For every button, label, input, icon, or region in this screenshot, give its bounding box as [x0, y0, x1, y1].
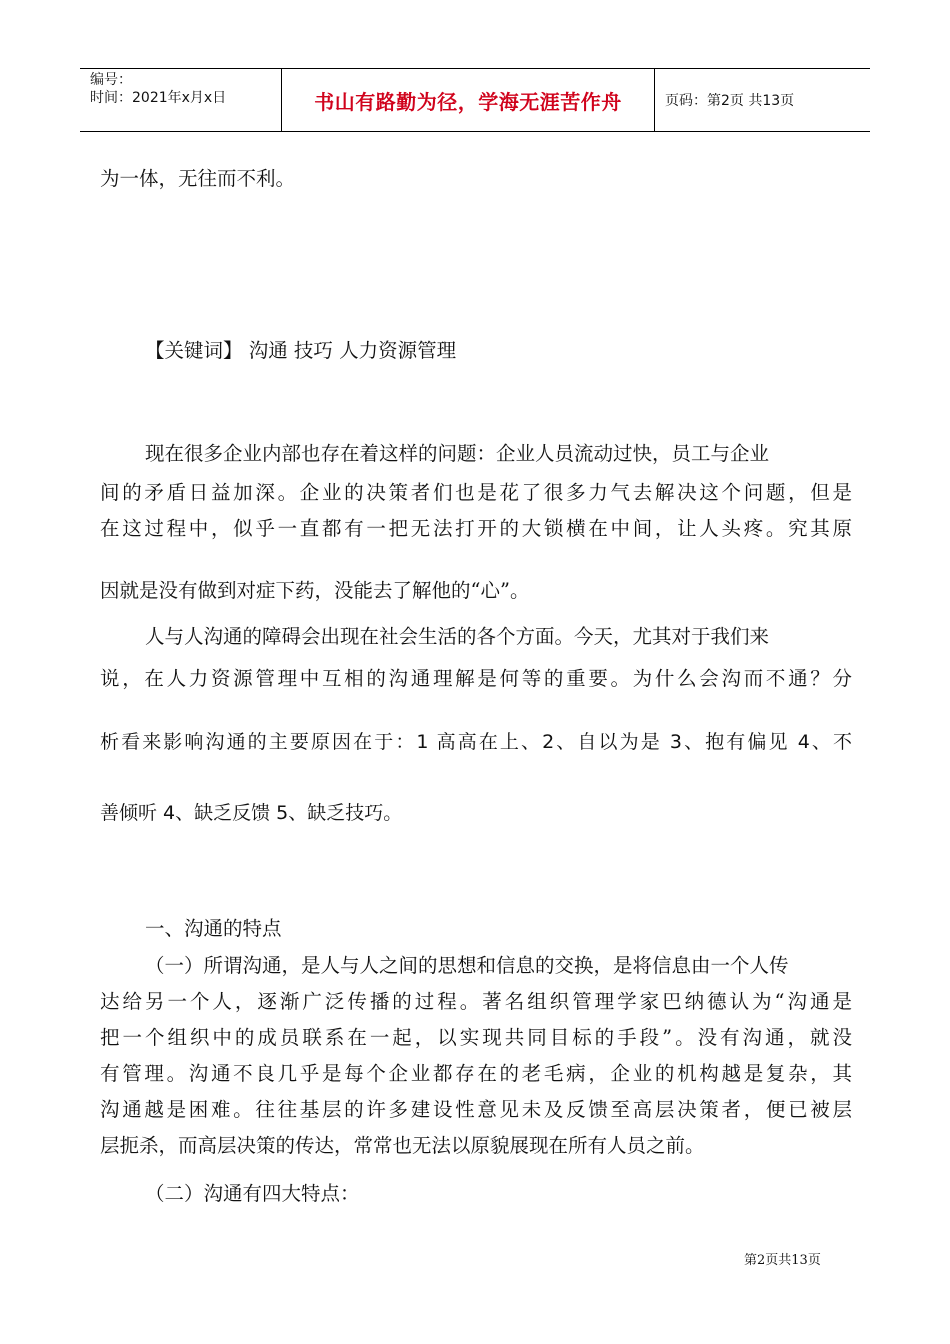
- paragraph-line: 人与人沟通的障碍会出现在社会生活的各个方面。今天，尤其对于我们来: [145, 625, 770, 648]
- header-meta: [80, 69, 282, 131]
- keywords-line: 【关键词】 沟通 技巧 人力资源管理: [145, 339, 457, 362]
- page-footer: 第2页共13页: [744, 1253, 821, 1268]
- paragraph-line: 善倾听 4、缺乏反馈 5、缺乏技巧。: [100, 802, 403, 824]
- paragraph-line: 析看来影响沟通的主要原因在于：1 高高在上、2、自以为是 3、抱有偏见 4、不: [100, 731, 852, 753]
- section-heading: 一、沟通的特点: [145, 917, 282, 940]
- header-motto: 书山有路勤为径，学海无涯苦作舟: [282, 69, 655, 131]
- header-page-label: 页码：第2页 共13页: [665, 93, 795, 109]
- number-label: 编号：: [90, 72, 132, 88]
- page-header: [80, 68, 870, 132]
- paragraph-line: 层扼杀，而高层决策的传达，常常也无法以原貌展现在所有人员之前。: [100, 1134, 705, 1157]
- paragraph-line: 沟通越是困难。往往基层的许多建设性意见未及反馈至高层决策者，便已被层: [100, 1098, 852, 1121]
- paragraph-line: 有管理。沟通不良几乎是每个企业都存在的老毛病，企业的机构越是复杂，其: [100, 1062, 852, 1085]
- paragraph-line: 在这过程中，似乎一直都有一把无法打开的大锁横在中间，让人头疼。究其原: [100, 517, 852, 540]
- paragraph-line: 现在很多企业内部也存在着这样的问题：企业人员流动过快，员工与企业: [145, 442, 770, 465]
- paragraph-line: 把一个组织中的成员联系在一起，以实现共同目标的手段”。没有沟通，就没: [100, 1026, 852, 1049]
- time-label: 时间：2021年x月x日: [90, 90, 227, 106]
- paragraph-line: （一）所谓沟通，是人与人之间的思想和信息的交换，是将信息由一个人传: [145, 954, 789, 977]
- paragraph-line: 达给另一个人，逐渐广泛传播的过程。著名组织管理学家巴纳德认为“沟通是: [100, 990, 852, 1013]
- paragraph-line: 说，在人力资源管理中互相的沟通理解是何等的重要。为什么会沟而不通？分: [100, 667, 852, 690]
- subsection-heading: （二）沟通有四大特点：: [145, 1182, 360, 1205]
- paragraph-line: 为一体，无往而不利。: [100, 167, 296, 190]
- paragraph-line: 间的矛盾日益加深。企业的决策者们也是花了很多力气去解决这个问题，但是: [100, 481, 852, 504]
- paragraph-line: 因就是没有做到对症下药，没能去了解他的“心”。: [100, 579, 530, 602]
